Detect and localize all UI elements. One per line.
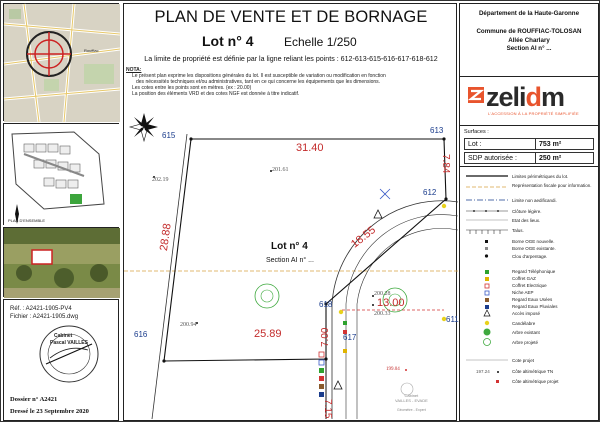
town-label: Rouffiac: [84, 48, 99, 53]
nota-line: La position des éléments VRD et des cotes NGF est donnée à titre indicatif.: [132, 91, 300, 97]
drawn-date: Dressé le 23 Septembre 2020: [10, 408, 89, 415]
location-map: [3, 3, 119, 121]
divider: [535, 139, 536, 149]
reference-number: Réf. : A2421-1905-PV4: [10, 306, 72, 312]
legend-label: Coffret Electrique: [512, 283, 547, 288]
legend-label: Regard Eaux Pluviales: [512, 304, 558, 309]
dimension-13-00: 13.00: [377, 297, 405, 309]
legend-label: Talus.: [512, 228, 524, 233]
legend-label: Regard Eaux Usées: [512, 297, 553, 302]
legend-label: Coffret GAZ: [512, 276, 536, 281]
section-label: Section AI n° ...: [266, 257, 314, 264]
legend-label: Cote projet: [512, 358, 535, 363]
north-arrow-icon: [130, 113, 158, 141]
plan-area: [123, 3, 457, 421]
dimension-7-00: 7.00: [320, 327, 331, 347]
legend-label: Arbre projeté: [512, 340, 539, 345]
lot-surface-value: 753 m²: [539, 140, 562, 148]
elevation-label: 200.33: [374, 311, 391, 317]
point-613: 613: [430, 126, 444, 135]
elevation-label: 200.28: [374, 291, 391, 297]
dimension-31-40: 31.40: [296, 142, 324, 154]
legend-label: Clôture légère.: [512, 209, 542, 214]
commune: Commune de ROUFFIAC-TOLOSAN: [476, 28, 582, 36]
dimension-25-89: 25.89: [254, 328, 282, 340]
legend-label: Limite non aedificandi.: [512, 198, 557, 203]
legend-tn-example: 197.24: [476, 369, 490, 374]
legend-label: Représentation fiscale pour information.: [512, 183, 592, 188]
location-map-drawing: [4, 4, 120, 122]
point-617: 617: [343, 333, 357, 342]
legend: [460, 172, 598, 420]
legend-label: Niche AEP: [512, 290, 534, 295]
elevation-label: 202.19: [152, 177, 169, 183]
stamp-line-2: Pascal VAILLES: [50, 340, 88, 346]
plan-ensemble-label: PLAN D'ENSEMBLE: [8, 218, 45, 223]
dimension-7-84: 7.84: [440, 154, 451, 174]
legend-label: Côte altimétrique projet: [512, 379, 559, 384]
section: Section AI n° ...: [506, 45, 552, 53]
legend-label: Limites périmétriques du lot.: [512, 174, 569, 179]
sdp-label: SDP autorisée :: [468, 154, 517, 162]
nota-line: des nécessités techniques et/ou administratives, tant en ce qui concerne les équipements que les dimensions.: [136, 79, 381, 85]
legend-label: Côte altimétrique TN: [512, 369, 554, 374]
location-block: [460, 4, 598, 78]
legend-label: Borne OGE nouvelle.: [512, 239, 555, 244]
tree-icon: [255, 284, 279, 308]
divider: [460, 76, 598, 77]
elevation-label: 200.94: [180, 322, 197, 328]
limit-definition: La limite de propriété est définie par la ligne reliant les points : 612-613-615-616-617-618-612: [144, 55, 438, 63]
dimension-28-88: 28.88: [158, 222, 174, 252]
logo-tagline: L'ACCESSION À LA PROPRIÉTÉ SIMPLIFIÉE: [488, 111, 579, 116]
ensemble-plan: [3, 123, 119, 225]
left-column: [3, 3, 121, 421]
legend-label: Regard Téléphonique: [512, 269, 556, 274]
department: Département de la Haute-Garonne: [478, 10, 580, 17]
lot-surface-label: Lot :: [468, 140, 482, 148]
dimension-7-15: 7.15: [322, 399, 333, 419]
nota-line: Les cotes entre les points sont en mètres. (ex : 20.00): [132, 85, 252, 91]
zelidom-logo: [464, 80, 594, 120]
dimension-18-55: 18.55: [349, 224, 379, 251]
title-block: [459, 3, 599, 421]
lot-label: Lot n° 4: [271, 241, 308, 252]
point-615: 615: [162, 131, 176, 140]
divider: [535, 153, 536, 163]
aerial-view-drawing: [4, 228, 120, 298]
file-name: Fichier : A2421-1905.dwg: [10, 314, 79, 320]
dossier-number: Dossier n° A2421: [10, 396, 58, 403]
point-616: 616: [134, 330, 148, 339]
cabinet-label: Cabinet VAILLES - EVADE: [395, 393, 428, 403]
aerial-view: [3, 227, 119, 297]
ensemble-plan-drawing: [4, 124, 120, 226]
legend-label: Clou d'arpentage.: [512, 254, 548, 259]
reference-box: [3, 299, 119, 421]
lot-surface-row: [464, 138, 594, 150]
nota-line: Le présent plan exprime les dispositions générales du lot. Il est susceptible de variation ou modification en fonction: [132, 73, 386, 79]
point-611: 611: [446, 315, 459, 324]
legend-label: Borne OGE existante.: [512, 246, 556, 251]
surfaces-title: Surfaces :: [464, 129, 489, 135]
logo-mark-icon: [466, 85, 486, 105]
cabinet-sub: Géomètre - Expert: [397, 408, 426, 412]
lot-title: Lot n° 4: [202, 33, 254, 49]
page-title: PLAN DE VENTE ET DE BORNAGE: [154, 8, 428, 26]
legend-label: Accès imposé: [512, 311, 541, 316]
legend-label: Arbre existant: [512, 330, 540, 335]
legend-label: Etat des lieux.: [512, 218, 541, 223]
nota-block: [126, 67, 456, 97]
point-618: 618: [319, 300, 333, 309]
point-612: 612: [423, 188, 437, 197]
surfaces-block: [460, 125, 598, 167]
logo-wordmark: zelidm: [486, 82, 565, 112]
sdp-value: 250 m²: [539, 154, 562, 162]
elevation-label: 201.61: [272, 167, 289, 173]
sdp-row: [464, 152, 594, 164]
stamp-line-1: Cabinet: [54, 333, 73, 339]
legend-label: Candélabre: [512, 321, 536, 326]
scale-label: Echelle 1/250: [284, 35, 357, 49]
elevation-label: 199.04: [386, 367, 400, 372]
nota-title: NOTA:: [126, 67, 142, 73]
street: Allée Charlary: [508, 36, 550, 44]
